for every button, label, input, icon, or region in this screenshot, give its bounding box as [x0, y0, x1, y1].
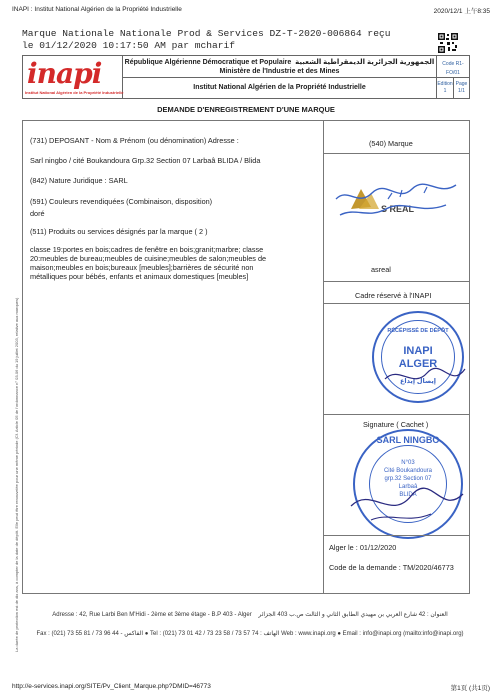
browser-footer-page: 第1页 (共1页) — [450, 685, 490, 692]
receipt-stamp-alger: ALGER — [398, 358, 438, 370]
letterhead-republic — [123, 56, 436, 78]
edition-value: 1 — [443, 88, 447, 94]
republic-name-ar: الجمهورية الجزائرية الديمقراطية الشعبية — [295, 59, 435, 66]
date-divider — [324, 535, 470, 536]
page-value: 1/1 — [458, 88, 465, 94]
reserved-top-line — [324, 303, 470, 304]
letterhead-table — [22, 55, 470, 99]
address-ar: العنوان : 42 شارع العربي بن مهيدي الطابق الثاني و الثالث ص.ب 403 الجزائر — [258, 612, 448, 618]
depositor-value: Sarl ningbo / cité Boukandoura Grp.32 Section 07 Larbaâ BLIDA / Blida — [30, 156, 261, 165]
contact-line: Fax : (021) 73 55 81 / 73 96 44 - الفاكس ● Tel : (021) 73 01 42 / 73 23 58 / 73 57 74 : الهاتف Web : www.inapi.org ● Email : info@inapi.org (mailto:info@inapi.org) — [36, 631, 464, 637]
company-stamp-l5: BLIDA — [399, 492, 417, 498]
inapi-logo-text: inapi — [27, 57, 102, 90]
typed-line-2: le 01/12/2020 10:17:50 AM par mcharif — [22, 39, 236, 51]
address-fr: Adresse : 42, Rue Larbi Ben M'Hidi - 2ème et 3ème étage - B.P 403 - Alger — [52, 612, 252, 618]
typed-receipt-header — [22, 28, 390, 51]
goods-line-1: classe 19:portes en bois;cadres de fenêtre en bois;granit;marbre; classe — [30, 245, 264, 254]
signature-label: Signature ( Cachet ) — [363, 420, 429, 429]
goods-label: (511) Produits ou services désignés par la marque ( 2 ) — [30, 227, 208, 236]
goods-line-4: métalliques pour bébés, enfants et animaux domestiques [meubles] — [30, 272, 249, 281]
company-stamp-ring: SARL NINGBO — [376, 435, 440, 445]
page-cell — [453, 78, 469, 98]
qr-code-icon — [438, 33, 458, 53]
typed-line-1: Marque Nationale Nationale Prod & Services DZ-T-2020-006864 reçu — [22, 28, 391, 39]
goods-line-2: 20:meubles de bureau;meubles de cuisine;meubles de salon;meubles de — [30, 254, 267, 263]
receipt-stamp-arabic: إيصال إيداع — [399, 378, 437, 385]
form-code: Code R1-FO/01 — [436, 56, 469, 78]
inapi-logo — [23, 56, 123, 98]
reserved-divider — [324, 281, 470, 282]
browser-footer-url: http://e-services.inapi.org/SITE/Pv_Client_Marque.php?DMID=46773 — [12, 683, 211, 690]
mark-divider — [324, 153, 470, 154]
company-stamp-l1: N°03 — [401, 460, 415, 466]
page-label: Page — [455, 81, 468, 87]
company-signature — [341, 476, 471, 531]
address-line — [40, 611, 460, 618]
mark-name: asreal — [371, 265, 391, 274]
goods-line-3: maison;meubles en bois;bureaux [meubles];barrières de sécurité non — [30, 263, 254, 272]
institute-name: Institut National Algérien de la Propriété Industrielle — [193, 84, 366, 91]
demand-code: Code de la demande : TM/2020/46773 — [329, 563, 454, 572]
company-stamp-l2: Cité Boukandoura — [383, 468, 433, 474]
company-stamp-l3: grp.32 Section 07 — [384, 476, 432, 482]
colors-value: doré — [30, 209, 45, 218]
receipt-stamp-top: RÉCÉPISSÉ DE DÉPÔT — [387, 328, 449, 334]
edition-label: Edition — [437, 81, 453, 87]
browser-header-datetime: 2020/12/1 上午8:35 — [433, 8, 490, 15]
ministry-name: Ministère de l'Industrie et des Mines — [219, 68, 340, 75]
form-title: DEMANDE D'ENREGISTREMENT D'UNE MARQUE — [157, 105, 335, 114]
inapi-logo-subtitle: Institut National Algérien de la Propriété Industrielle — [25, 90, 124, 95]
mark-label: (540) Marque — [369, 139, 413, 148]
edition-cell — [436, 78, 453, 98]
handwritten-annotation — [328, 179, 463, 224]
alger-date: Alger le : 01/12/2020 — [329, 543, 397, 552]
company-stamp-l4: Larbaâ — [398, 484, 418, 490]
receipt-stamp-inapi: INAPI — [403, 345, 433, 357]
signature-divider — [324, 414, 470, 415]
colors-label: (591) Couleurs revendiquées (Combinaison, disposition) — [30, 197, 213, 206]
mark-logo-text: S REAL — [381, 204, 415, 214]
depositor-label: (731) DEPOSANT - Nom & Prénom (ou dénomination) Adresse : — [30, 136, 239, 145]
receipt-signature — [365, 359, 475, 399]
application-form — [22, 120, 470, 594]
legal-nature: (842) Nature Juridique : SARL — [30, 176, 128, 185]
republic-name: République Algérienne Démocratique et Populaire — [124, 59, 292, 66]
column-divider — [323, 121, 324, 593]
browser-header-title: INAPI : Institut National Algérien de la Propriété Industrielle — [12, 6, 182, 13]
side-note-text: La durée de protection est de dix ans, à compter de la date de dépôt. Elle peut être renouvelée pour une même période (Cf. Article 05 de l'ordonnance n° 03-06 du 19 juillet 2003, relative aux marques) — [14, 297, 19, 652]
reserved-label: Cadre réservé à l'INAPI — [355, 291, 432, 300]
